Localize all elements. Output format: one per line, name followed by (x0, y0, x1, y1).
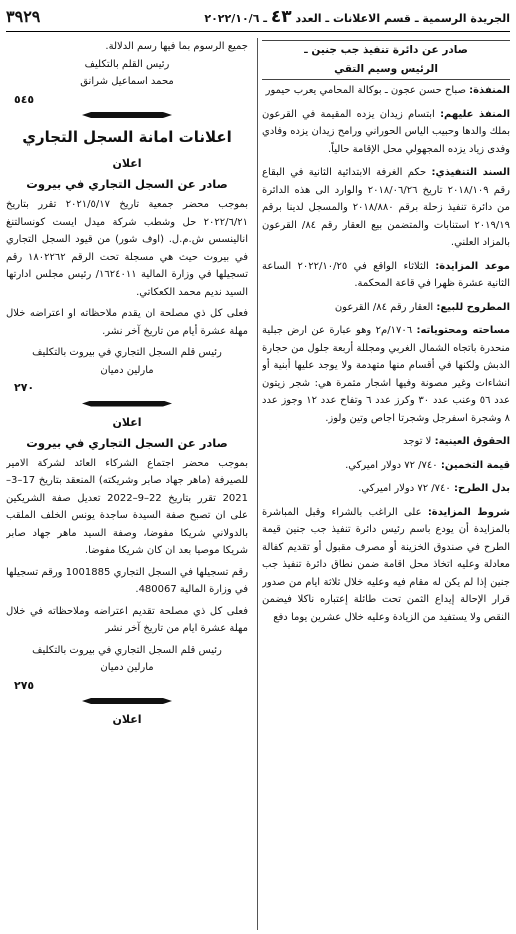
section-label: بدل الطرح: (453, 483, 510, 494)
separator-arrow (82, 698, 172, 704)
notice2-paragraph: بموجب محضر اجتماع الشركاء العائد لشركة الامير للصيرفة (ماهر جهاد صابر وشريكته) المنعقد بتاريخ 17–3–2021 تقرر بتاريخ 22–9–2022 تعديل صفة الشريكين على ان تصبح صفة السيدة ساجدة يونس الخلف الملقب بالدولاني شريكا مفوضا، وصفة السيد ماهر جهاد صابر شريكا موصيا بعد ان كان شريكا مفوضا. (6, 457, 248, 556)
header-title-group (204, 7, 510, 27)
section-label: المنفذة: (469, 85, 510, 96)
section-label: السند التنفيذي: (431, 167, 510, 178)
notice-section (262, 480, 510, 498)
page-number: ٣٩٢٩ (6, 7, 41, 26)
header-title: الجريدة الرسمية ـ قسم الاعلانات ـ العدد (295, 11, 510, 25)
separator-arrow (82, 112, 172, 118)
section-label: موعد المزايدة: (435, 260, 510, 272)
notice2-heading: اعلان (112, 415, 142, 429)
section-text: لا توجد (403, 436, 432, 447)
section-label: شروط المزايدة: (427, 506, 510, 518)
section-text: العقار رقم ٨٤/ القرعون (334, 301, 434, 313)
section-text: على الراغب بالشراء وقبل المباشرة بالمزايدة أن يودع باسم رئيس دائرة تنفيذ جب جنين قيمة الطرح في صندوق الخزينة أو مصرف مقبول أو تقديم كفالة معادلة وعليه اتخاذ محل اقامة ضمن نطاق دائرة تنفيذ جب جنين إذا لم يكن له مقام فيه وعليه خلال ثلاثة ايام من صدور قرار الإحالة إيداع الثمن تحت طائلة إعتباره ناكلا فيضمن النقص ولا يستفيد من الزيادة وعليه خلال عشرين يوما دفع (262, 506, 510, 623)
notice2-sign-name: مارلين دميان (100, 662, 154, 673)
notice1-paragraph: فعلى كل ذي مصلحة ان يقدم ملاحظاته او اعتراضه خلال مهلة عشرة أيام من تاريخ آخر نشر. (6, 308, 248, 337)
notice-section (262, 106, 510, 159)
column-divider (257, 38, 258, 930)
notice1-sign-name: مارلين دميان (100, 364, 154, 376)
notice-title-line2: الرئيس وسيم التقي (334, 63, 438, 75)
notice1-sign-title: رئيس قلم السجل التجاري في بيروت بالتكليف (32, 347, 222, 358)
continuation-line: رئيس القلم بالتكليف (84, 58, 170, 70)
notice2-body (6, 455, 248, 638)
section-big-title: اعلانات امانة السجل التجاري (22, 128, 232, 146)
notice-section (262, 258, 510, 293)
notice-section (262, 164, 510, 252)
notice3-heading: اعلان (112, 713, 142, 726)
continuation-lines (6, 38, 248, 91)
notice-section (262, 457, 510, 475)
section-text: ابتسام زيدان يزده المقيمة في القرعون بملك والدها وحبيب الياس الحوراني ورامح زيدان يزده وفادي وفدى زياد يزده المجهولي محل الإقامة حالياً. (262, 108, 510, 155)
right-column (262, 38, 510, 930)
notice-sections (262, 82, 510, 626)
section-text: صباح حسن عجون ـ بوكالة المحامي يعرب حيمور (265, 85, 466, 96)
notice-number-top: ٥٤٥ (14, 92, 35, 106)
section-text: الثلاثاء الواقع في ٢٠٢٢/١٠/٢٥ الساعة الثانية عشرة ظهرا في قاعة المحكمة. (262, 260, 510, 289)
notice-section (262, 82, 510, 100)
notice1-number: ٢٧٠ (14, 381, 35, 394)
section-label: المنفذ عليهم: (440, 108, 510, 120)
notice-section (262, 504, 510, 627)
section-text: ٧٤٠/ ٧٢ دولار اميركي. (358, 483, 451, 494)
section-text: حكم الغرفة الابتدائية الثانية في البقاع رقم ٢٠١٨/١٠٩ تاريخ ٢٠١٨/٠٦/٢٦ والوارد الى هذه الدائرة من دائرة تنفيذ زحلة برقم ٢٠١٨/٨٨٠ والمسجل لدينا برقم ٢٠١٩/١٩ استنابات والمتضمن بيع العقار رقم ٨٤/ القرعون بالمزاد العلني. (262, 167, 510, 248)
section-label: المطروح للبيع: (436, 301, 510, 313)
section-text: ٧٤٠/ ٧٢ دولار اميركي. (345, 459, 438, 471)
notice-section (262, 433, 510, 451)
notice1-body (6, 196, 248, 340)
section-text: ١٧٠٦/م٢ وهو عبارة عن ارض جبلية منحدرة باتجاه الشمال الغربي ومجللة أربعة جلول من حجارة الدبش ولكنها في أقسام منها متهدمة ولا يوجد عليها أبنية أو انشاءات وغير مصونة وفيها اشجار مثمرة هي: شجر زيتون عدد ٥٦ وعنب عدد ٣٠ وكرز عدد ٦ وتفاح عدد ١٢ وجوز عدد ٨ وشجرة اسفرجل وشجرتا اجاص وتين ولوز. (262, 325, 510, 424)
page-header (6, 4, 510, 32)
notice1-subtitle: صادر عن السجل التجاري في بيروت (26, 177, 228, 191)
notice-title-box (262, 40, 510, 80)
section-label: الحقوق العينية: (434, 436, 510, 447)
continuation-line: محمد اسماعيل شرانق (80, 76, 174, 87)
notice2-paragraph: فعلى كل ذي مصلحة تقديم اعتراضه وملاحظاته في خلال مهلة عشرة ايام من تاريخ آخر نشر (6, 605, 248, 634)
notice2-number: ٢٧٥ (14, 678, 35, 692)
continuation-line: جميع الرسوم بما فيها رسم الدلالة. (105, 41, 248, 52)
issue-number: ٤٣ (270, 6, 292, 27)
left-column (6, 38, 248, 930)
notice2-sign-title: رئيس قلم السجل التجاري في بيروت بالتكليف (32, 644, 222, 656)
notice2-paragraph: رقم تسجيلها في السجل التجاري 1001885 ورقم تسجيلها في وزارة المالية 480067. (6, 566, 248, 595)
section-label: مساحته ومحتوياته: (416, 325, 510, 336)
issue-date: ـ ٢٠٢٢/١٠/٦ (204, 11, 268, 25)
notice-section (262, 322, 510, 427)
section-label: قيمة التخمين: (440, 459, 510, 471)
notice1-heading: اعلان (112, 157, 142, 170)
separator-arrow (82, 401, 172, 407)
notice-title-line1: صادر عن دائرة تنفيذ جب جنين ـ (304, 44, 468, 56)
notice-section (262, 299, 510, 317)
notice2-subtitle: صادر عن السجل التجاري في بيروت (26, 435, 228, 450)
notice1-paragraph: بموجب محضر جمعية تاريخ ٢٠٢١/٥/١٧ تقرر بتاريخ ٢٠٢٢/٦/٢١ حل وشطب شركة ميدل ايست كونسالتنغ انالينسس ش.م.ل. (اوف شور) من قيود السجل التجاري في بيروت حيث هي مسجلة تحت الرقم ١٨٠٢٢٦٢ رقم تسجيلها في وزارة المالية ١٦٢٤٠١١/ رئيس مجلس ادارتها السيد نديم محمد الكعكاتي. (6, 199, 248, 298)
